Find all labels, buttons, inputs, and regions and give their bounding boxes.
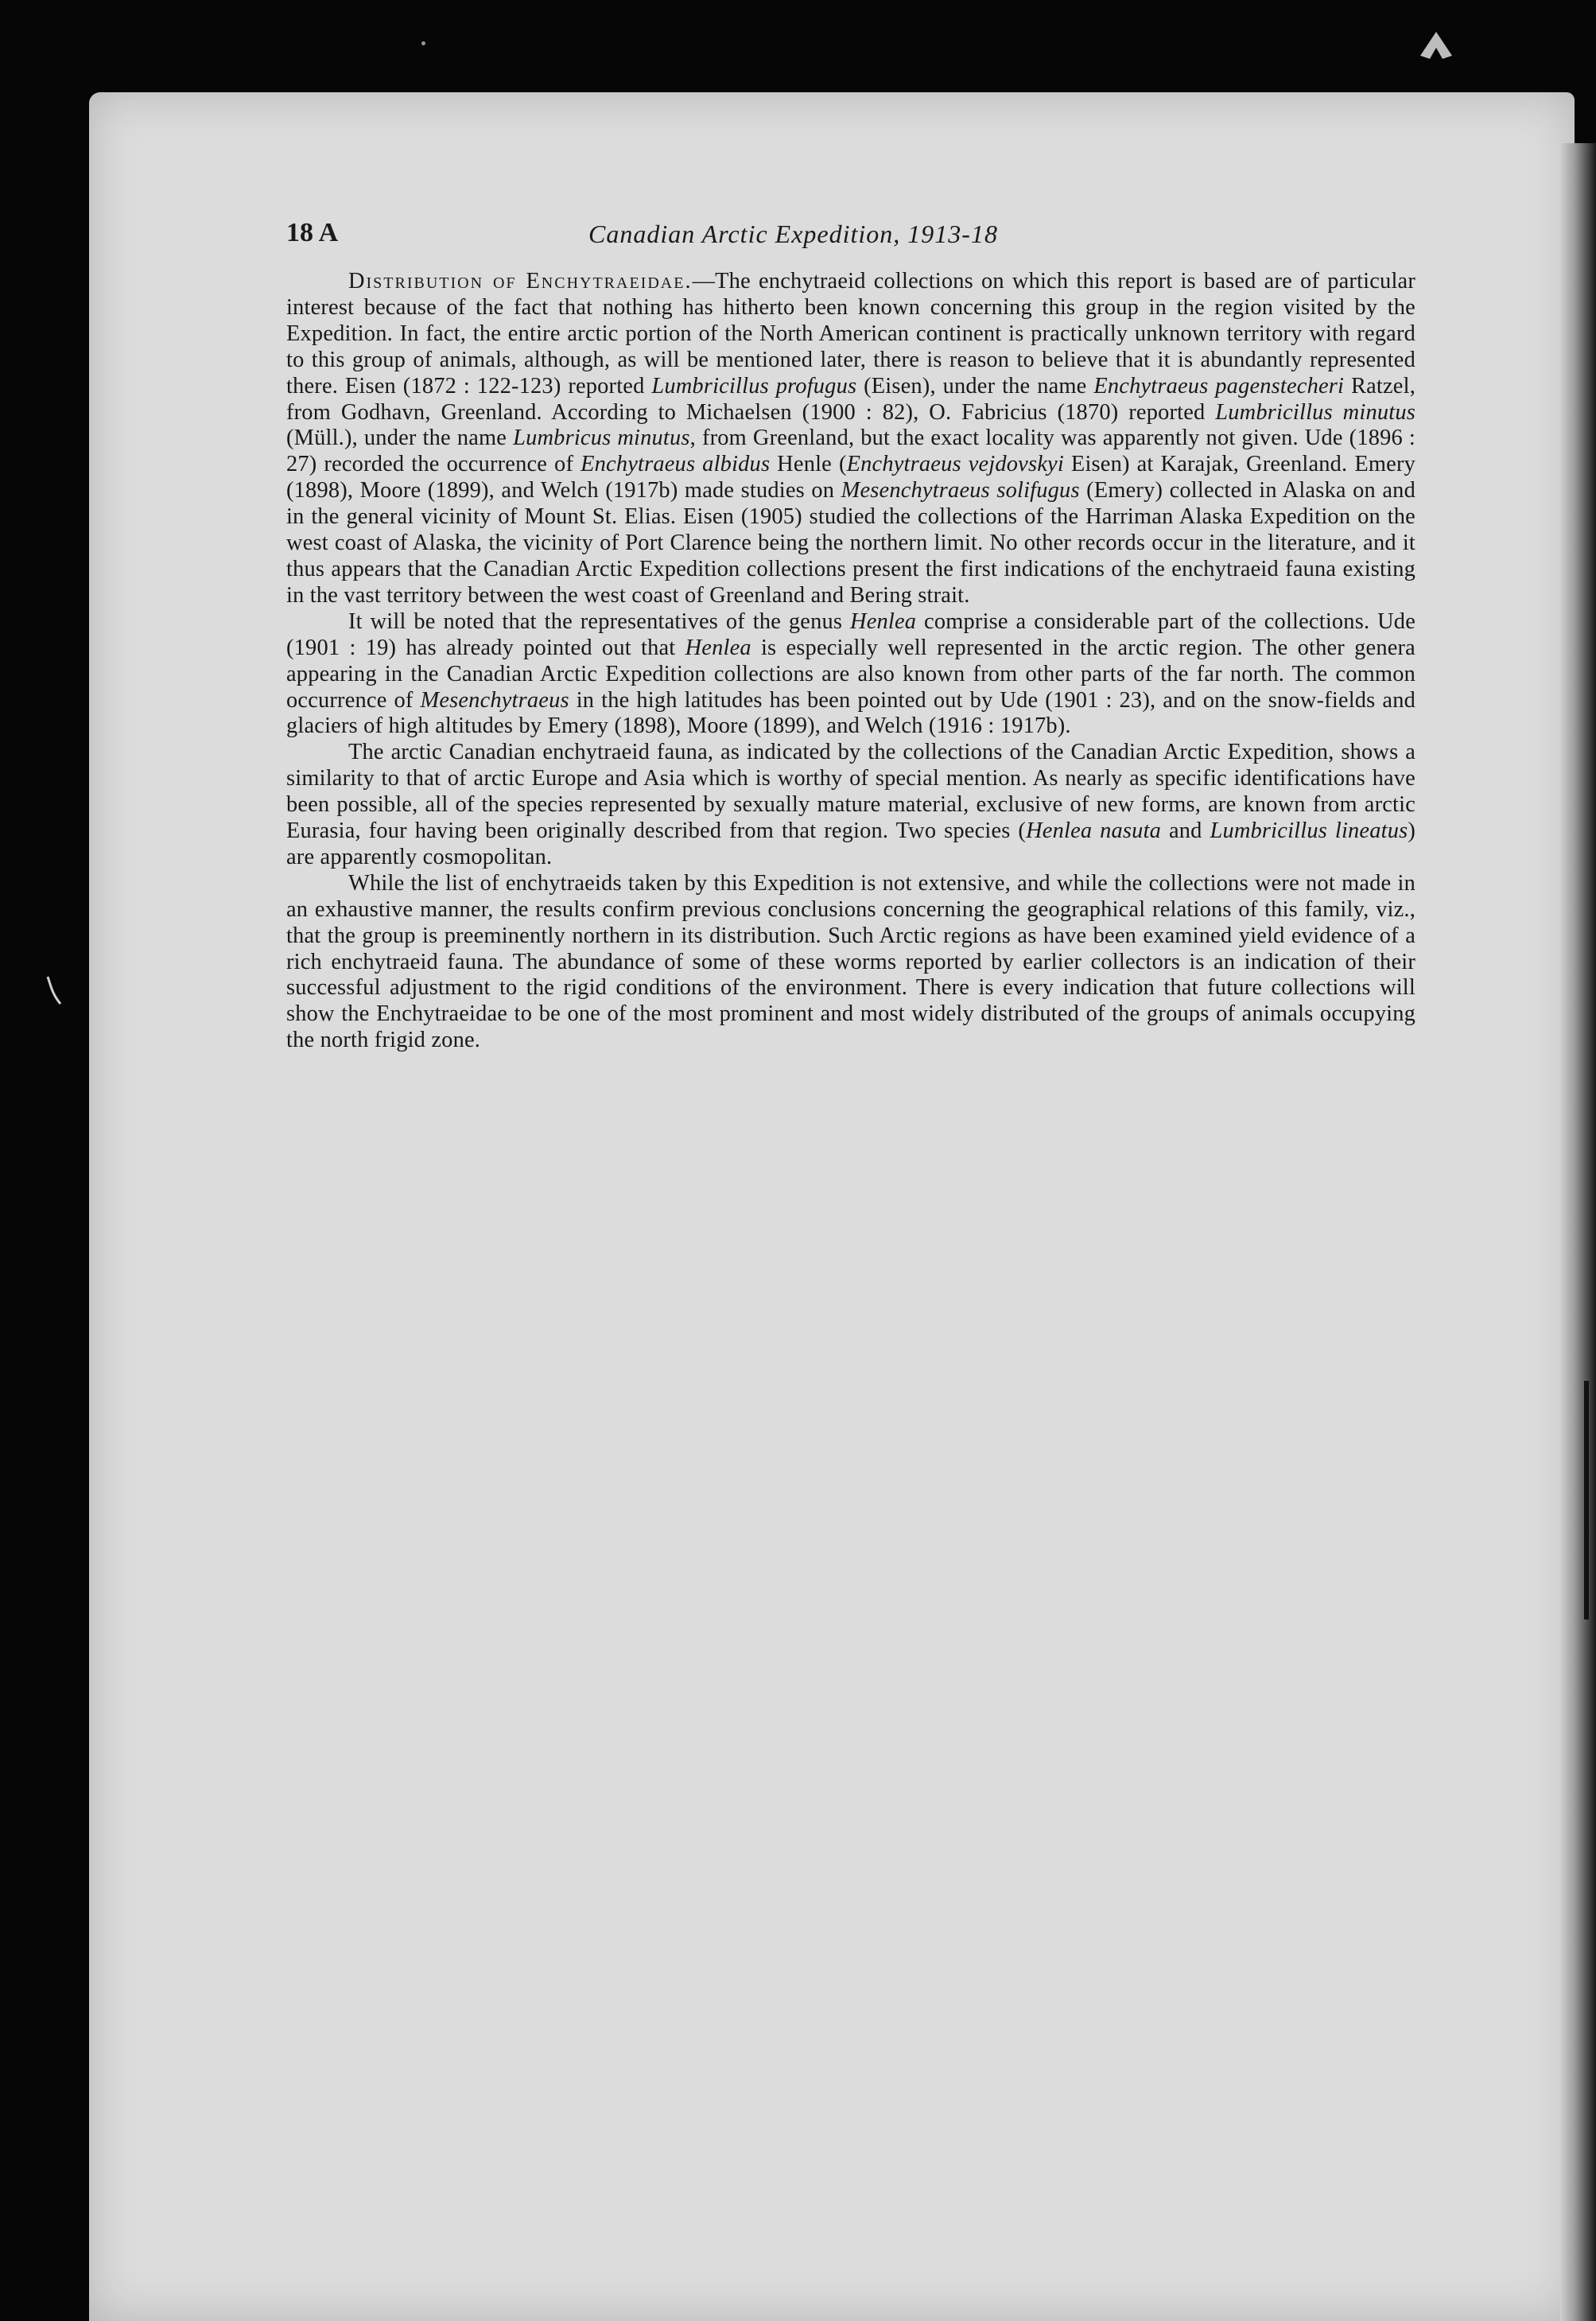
text-run: (Eisen), under the name <box>856 373 1094 398</box>
paragraph-henlea <box>286 609 1415 741</box>
text-run: While the list of enchytraeids taken by this Expedition is not extensive, and while the collections were not made in an exhaustive manner, the results confirm previous conclusions concerning the geographical relations of this family, viz., that the group is preeminently northern in its distribution. Such Arctic regions as have been examined yield evidence of a rich enchytraeid fauna. The abundance of some of these worms reported by earlier collectors is an indication of their successful adjustment to the rigid conditions of the environment. There is every indication that future collections will show the Enchytraeidae to be one of the most prominent and most widely distributed of the groups of animals occupying the north frigid zone. <box>286 870 1415 1053</box>
text-run: (Emery) collected in Alaska on and in the general vicinity of Mount St. Elias. Eisen (1905) studied the collections of the Harriman Alaska Expedition on the west coast of Alaska, the vicinity of Port Clarence being the northern limit. No other records occur in the literature, and it thus appears that the Canadian Arctic Expedition collections present the first indications of the enchytraeid fauna existing in the vast territory between the west coast of Greenland and Bering strait. <box>286 478 1415 608</box>
species-name: Henlea nasuta <box>1026 818 1162 844</box>
genus-name: Mesenchytraeus <box>420 687 569 713</box>
film-corner-mark <box>1420 32 1452 59</box>
text-run: The arctic Canadian enchytraeid fauna, as indicated by the collections of the Canadian Arctic Expedition, shows a similarity to that of arctic Europe and Asia which is worthy of special mention. As nearly as specific identifications have been possible, all of the species represented by sexually mature material, exclusive of new forms, are known from arctic Eurasia, four having been originally described from that region. Two species ( <box>286 740 1415 844</box>
page-header <box>286 218 1415 258</box>
species-name: Enchytraeus pagenstecheri <box>1093 373 1345 398</box>
text-run: Ratzel, from Godhavn, Greenland. According to Michaelsen (1900 : 82), O. Fabricius (1870) reported <box>286 373 1415 425</box>
paragraph-conclusion <box>286 871 1415 1054</box>
text-run: (Müll.), under the name <box>286 426 514 451</box>
text-run: in the high latitudes has been pointed out by Ude (1901 : 23), and on the snow-fields and glaciers of high altitudes by Emery (1898), Moore (1899), and Welch (1916 : 1917b). <box>286 687 1415 739</box>
section-heading: Distribution of Enchytraeidae. <box>348 269 693 294</box>
text-run: Henle ( <box>770 452 847 477</box>
species-name: Lumbricillus minutus <box>1215 399 1415 425</box>
text-run: It will be noted that the representatives of the genus <box>348 608 850 634</box>
species-name: Mesenchytraeus solifugus <box>841 478 1080 503</box>
text-run: Eisen) at Karajak, Greenland. Emery (1898), Moore (1899), and Welch (1917b) made studies on <box>286 452 1416 503</box>
genus-name: Henlea <box>685 635 751 660</box>
text-run: , from Greenland, but the exact locality was apparently not given. Ude (1896 : 27) recorded the occurrence of <box>286 426 1415 477</box>
text-run: —The enchytraeid collections on which this report is based are of particular interest because of the fact that nothing has hitherto been known concerning this group in the region visited by the Expedition. In fact, the entire arctic portion of the North American continent is practically unknown territory with regard to this group of animals, although, as will be mentioned later, there is reason to believe that it is abundantly represented there. Eisen (1872 : 122-123) reported <box>286 269 1415 398</box>
text-run: is especially well represented in the arctic region. The other genera appearing in the Canadian Arctic Expedition collections are also known from other parts of the far north. The common occurrence of <box>286 635 1415 713</box>
film-scratch-mark <box>45 975 64 1007</box>
species-name: Enchytraeus albidus <box>581 452 771 477</box>
film-edge-bar <box>1584 1381 1589 1619</box>
text-run: and <box>1161 818 1210 844</box>
paragraph-fauna <box>286 740 1415 871</box>
species-name: Lumbricillus lineatus <box>1210 818 1408 844</box>
genus-name: Henlea <box>850 608 917 634</box>
running-head: Canadian Arctic Expedition, 1913-18 <box>588 220 998 248</box>
film-speck <box>421 41 425 45</box>
article-body <box>286 269 1415 1054</box>
species-name: Lumbricillus profugus <box>651 373 857 398</box>
species-name: Enchytraeus vejdovskyi <box>846 452 1064 477</box>
page-edge-shadow <box>1560 143 1596 2321</box>
species-name: Lumbricus minutus <box>513 426 690 451</box>
paragraph-distribution <box>286 269 1415 609</box>
text-run: comprise a considerable part of the collections. Ude (1901 : 19) has already pointed out that <box>286 608 1415 660</box>
page-number: 18 A <box>286 218 339 247</box>
text-run: ) are apparently cosmopolitan. <box>286 818 1416 869</box>
